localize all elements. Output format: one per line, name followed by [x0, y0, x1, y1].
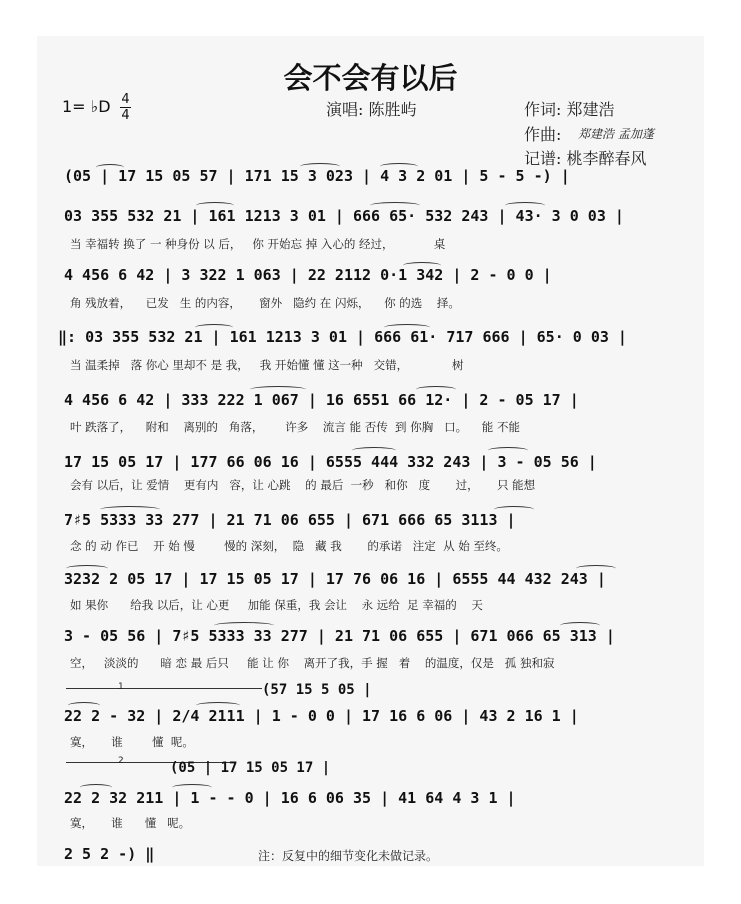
composer-names: 郑建浩 孟加蓬 — [578, 127, 654, 141]
lyric-line: 角 残放着， 已发 生 的内容， 窗外 隐约 在 闪烁， 你 的选 择。 — [70, 296, 460, 310]
slur-mark — [370, 202, 420, 209]
notation-line: 7♯5 5333 33 277 | 21 71 06 655 | 671 666 65 3113 | — [64, 511, 516, 529]
lyricist-credit: 作词: 郑建浩 — [524, 100, 615, 119]
slur-mark — [300, 163, 340, 170]
final-notation: 2 5 2 -) ‖ — [64, 845, 155, 863]
lyric-line: 如 果你 给我 以后，让 心更 加能 保重，我 会让 永 远给 足 幸福的 天 — [70, 598, 483, 612]
lyric-line: 念 的 动 作已 开 始 慢 慢的 深刻， 隐 藏 我 的承诺 注定 从 始 至终。 — [70, 539, 508, 553]
slur-mark — [214, 622, 274, 629]
slur-mark — [416, 386, 456, 393]
slur-mark — [80, 784, 112, 791]
notation-line: 03 355 532 21 | 161 1213 3 01 | 666 65· 532 243 | 43· 3 0 03 | — [64, 207, 624, 225]
slur-mark — [494, 506, 534, 513]
slur-mark — [403, 262, 441, 269]
time-signature — [120, 93, 131, 122]
notation-line: (57 15 5 05 | — [262, 682, 372, 698]
notation-line: ‖: 03 355 532 21 | 161 1213 3 01 | 666 61· 717 666 | 65· 0 03 | — [58, 328, 627, 346]
slur-mark — [172, 784, 212, 791]
volta-number-2: 2 — [118, 756, 124, 766]
slur-mark — [352, 447, 396, 454]
notation-line: 22 2 - 32 | 2/4 2111 | 1 - 0 0 | 17 16 6 06 | 43 2 16 1 | — [64, 707, 579, 725]
volta-bracket-1 — [66, 688, 262, 689]
footnote: 注：反复中的细节变化未做记录。 — [258, 849, 439, 863]
key-signature: 1= ♭D — [62, 97, 111, 116]
composer-label: 作曲: — [524, 125, 562, 144]
slur-mark — [384, 324, 430, 331]
notation-line: 4 456 6 42 | 3 322 1 063 | 22 2112 0·1 342 | 2 - 0 0 | — [64, 266, 552, 284]
slur-mark — [96, 164, 124, 171]
notation-line: (05 | 17 15 05 57 | 171 15 3 023 | 4 3 2 01 | 5 - 5 -) | — [64, 167, 570, 185]
slur-mark — [66, 565, 108, 572]
slur-mark — [195, 324, 233, 331]
notation-line: 22 2 32 211 | 1 - - 0 | 16 6 06 35 | 41 64 4 3 1 | — [64, 789, 516, 807]
time-signature-bottom: 4 — [121, 108, 130, 123]
slur-mark — [505, 202, 545, 209]
volta-number-1: 1 — [118, 682, 124, 692]
song-title: 会不会有以后 — [283, 61, 458, 95]
slur-mark — [68, 702, 100, 709]
slur-mark — [100, 506, 160, 513]
slur-mark — [380, 163, 418, 170]
slur-mark — [488, 447, 528, 454]
notation-line: 3232 2 05 17 | 17 15 05 17 | 17 76 06 16 | 6555 44 432 243 | — [64, 570, 606, 588]
notation-line: 4 456 6 42 | 333 222 1 067 | 16 6551 66 12· | 2 - 05 17 | — [64, 391, 579, 409]
notation-line: 3 - 05 56 | 7♯5 5333 33 277 | 21 71 06 655 | 671 066 65 313 | — [64, 627, 615, 645]
lyric-line: 空， 淡淡的 暗 恋 最 后只 能 让 你 离开了我，手 握 着 的温度，仅是 孤 独和寂 — [70, 656, 555, 670]
notation-line: 17 15 05 17 | 177 66 06 16 | 6555 444 332 243 | 3 - 05 56 | — [64, 453, 597, 471]
slur-mark — [196, 702, 240, 709]
notation-line: (05 | 17 15 05 17 | — [170, 760, 331, 776]
lyric-line: 会有 以后，让 爱情 更有内 容，让 心跳 的 最后 一秒 和你 度 过， 只 能想 — [70, 478, 536, 492]
slur-mark — [196, 202, 234, 209]
transcriber-credit: 记谱: 桃李醉春风 — [524, 149, 647, 168]
lyric-line: 当 温柔掉 落 你心 里却不 是 我， 我 开始懂 懂 这一种 交错， 树 — [70, 358, 464, 372]
lyric-line: 叶 跌落了， 附和 离别的 角落， 许多 流言 能 否传 到 你胸 口。 能 不能 — [70, 420, 520, 434]
lyric-line: 当 幸福转 换了 一 种身份 以 后， 你 开始忘 掉 入心的 经过， 桌 — [70, 237, 446, 251]
slur-mark — [576, 565, 616, 572]
singer-credit: 演唱: 陈胜屿 — [326, 100, 417, 119]
lyric-line: 寞， 谁 懂 呢。 — [70, 816, 191, 830]
lyric-line: 寞， 谁 懂 呢。 — [70, 735, 194, 749]
slur-mark — [560, 622, 600, 629]
time-signature-top: 4 — [121, 92, 130, 107]
slur-mark — [250, 386, 306, 393]
